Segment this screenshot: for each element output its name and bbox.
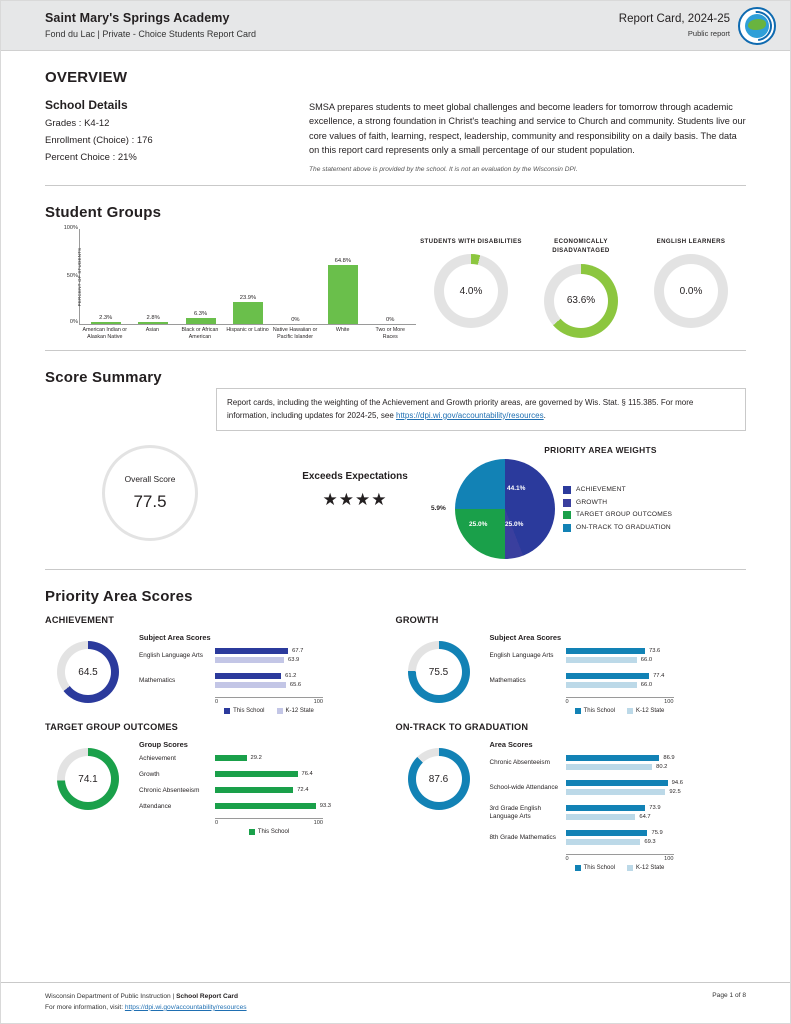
legend-swatch <box>627 708 633 714</box>
chart-bar <box>215 771 298 777</box>
page-number: Page 1 of 8 <box>712 991 746 999</box>
chart-bar-value: 86.9 <box>663 754 675 761</box>
bar-value-label: 0% <box>291 317 300 324</box>
chart-rows <box>490 647 747 690</box>
bar-column <box>367 229 414 324</box>
star-rating: ★★★★ <box>322 490 388 510</box>
page-header <box>1 1 790 51</box>
pie-slice-label: 44.1% <box>507 485 526 493</box>
bar <box>186 318 216 324</box>
bar <box>138 322 168 325</box>
chart-row-bars <box>566 804 747 822</box>
chart-row <box>490 672 747 690</box>
bar-value-label: 2.8% <box>146 314 160 321</box>
chart-row <box>490 754 747 772</box>
bar-column <box>82 229 129 324</box>
donut-ring <box>57 748 119 810</box>
axis-min: 0 <box>215 820 219 827</box>
priority-weights-body <box>431 459 746 559</box>
chart-row-label: Attendance <box>139 802 172 810</box>
donut-value: 63.6% <box>554 274 608 328</box>
student-groups-bar-chart <box>45 223 416 340</box>
chart-bar-value: 92.5 <box>669 788 681 795</box>
chart-axis-wrap <box>566 697 674 714</box>
student-groups-heading: Student Groups <box>45 204 162 222</box>
school-name: Saint Mary's Springs Academy <box>45 10 230 25</box>
student-group-donuts <box>416 223 746 337</box>
chart-axis <box>566 697 674 705</box>
pie-slice-label: 25.0% <box>469 521 488 529</box>
y-axis-label: PERCENT OF STUDENTS <box>76 247 82 307</box>
chart-bar <box>215 787 293 793</box>
priority-area-title: TARGET GROUP OUTCOMES <box>45 722 178 733</box>
score-summary-row <box>45 445 746 559</box>
expectation-label: Exceeds Expectations <box>302 471 408 483</box>
chart-legend <box>566 708 674 714</box>
axis-min: 0 <box>565 856 569 863</box>
score-summary-note <box>216 388 746 431</box>
chart-row-bars <box>566 754 747 772</box>
legend-item <box>627 865 664 871</box>
bar-value-label: 6.3% <box>193 311 208 318</box>
chart-row <box>490 779 747 797</box>
school-subtitle: Fond du Lac | Private - Choice Students Report Card <box>45 29 256 40</box>
y-tick-50: 50% <box>66 273 78 280</box>
legend-label: TARGET GROUP OUTCOMES <box>576 511 673 519</box>
bar-column <box>177 229 224 324</box>
donut-value: 0.0% <box>664 264 718 318</box>
priority-weights-pie-chart <box>431 459 555 559</box>
donut-value: 4.0% <box>444 264 498 318</box>
priority-area-score-donut <box>45 740 131 835</box>
chart-bar <box>215 682 286 688</box>
footer-more-info: For more information, visit: <box>45 1003 125 1011</box>
chart-bar-line <box>566 804 747 811</box>
bar-category-label: Native Hawaiian or Pacific Islander <box>272 327 318 340</box>
chart-row-bars <box>566 829 747 847</box>
bar-category-label: Black or African American <box>181 327 219 340</box>
chart-bar <box>566 805 646 811</box>
legend-item <box>563 484 672 497</box>
chart-row <box>139 754 396 763</box>
priority-area-score-value: 87.6 <box>416 756 462 802</box>
priority-area-cell <box>45 722 396 871</box>
chart-bar <box>215 755 247 761</box>
chart-row-bars <box>215 672 396 690</box>
chart-row <box>139 786 396 795</box>
chart-title: Subject Area Scores <box>489 633 562 643</box>
detail-enrollment: Enrollment (Choice) : 176 <box>45 135 153 146</box>
header-left <box>45 11 256 41</box>
chart-bar-line <box>566 813 747 820</box>
bar-series <box>80 229 416 324</box>
bar-chart-plot <box>63 225 416 326</box>
legend-swatch <box>224 708 230 714</box>
overall-score-circle <box>102 445 198 541</box>
legend-item <box>249 829 289 835</box>
student-group-donut <box>416 237 526 337</box>
overview-narrative-block <box>309 88 746 175</box>
chart-bar <box>215 803 316 809</box>
chart-bar-line <box>566 647 747 654</box>
chart-row-bars <box>566 672 747 690</box>
chart-bar-value: 75.9 <box>651 829 663 836</box>
report-meta <box>619 12 730 39</box>
chart-row-bars <box>566 647 747 665</box>
chart-bar <box>566 657 637 663</box>
priority-area-score-value: 75.5 <box>416 649 462 695</box>
bar-column <box>319 229 366 324</box>
chart-bar-value: 77.4 <box>653 672 665 679</box>
priority-area-score-donut <box>396 633 482 714</box>
chart-bar-line <box>215 786 396 793</box>
bar-value-label: 23.9% <box>239 295 257 302</box>
bar-category-label: American Indian or Alaskan Native <box>82 327 128 340</box>
legend-swatch <box>563 524 571 532</box>
chart-row-label: Chronic Absenteeism <box>139 786 200 794</box>
chart-bar-line <box>566 763 747 770</box>
chart-axis-wrap <box>566 854 674 871</box>
detail-grades: Grades : K4-12 <box>45 118 110 129</box>
legend-swatch <box>249 829 255 835</box>
priority-area-cell <box>396 722 747 871</box>
pie-slice-label: 25.0% <box>505 521 524 529</box>
donut-ring <box>408 641 470 703</box>
priority-area-chart <box>139 740 396 835</box>
chart-bar <box>566 673 650 679</box>
chart-axis <box>566 854 674 862</box>
score-summary-heading: Score Summary <box>45 369 162 387</box>
bar-column <box>129 229 176 324</box>
resources-link[interactable]: https://dpi.wi.gov/accountability/resources <box>396 410 544 420</box>
page-footer <box>1 982 790 1023</box>
student-group-donut <box>636 237 746 337</box>
divider <box>45 185 746 186</box>
bar-value-label: 0% <box>386 317 395 324</box>
note-text: Report cards, including the weighting of the Achievement and Growth priority areas, are governed by Wis. Stat. § 115.385. For more information, including updates for 2024-25, see <box>227 398 694 420</box>
chart-row <box>139 647 396 665</box>
donut-ring <box>408 748 470 810</box>
pie-slice-label: 5.9% <box>431 505 446 513</box>
priority-area-cell <box>396 615 747 714</box>
donut-title: ECONOMICALLY DISADVANTAGED <box>552 238 610 255</box>
priority-area-cell <box>45 615 396 714</box>
chart-bar-value: 29.2 <box>250 754 262 761</box>
bar-column <box>224 229 271 324</box>
chart-rows <box>490 754 747 847</box>
axis-min: 0 <box>215 699 219 706</box>
axis-max: 100 <box>664 856 674 863</box>
chart-row <box>490 647 747 665</box>
chart-bar-value: 73.6 <box>648 647 661 654</box>
priority-area-score-value: 74.1 <box>65 756 111 802</box>
chart-row-bars <box>215 647 396 665</box>
chart-bar-line <box>215 770 396 777</box>
priority-area-chart <box>490 633 747 714</box>
chart-bar-line <box>566 829 747 836</box>
legend-swatch <box>575 708 581 714</box>
chart-bar-line <box>215 802 396 809</box>
chart-bar-value: 94.6 <box>671 779 683 786</box>
chart-bar-line <box>566 672 747 679</box>
priority-area-score-donut <box>45 633 131 714</box>
chart-bar-value: 69.3 <box>644 838 656 845</box>
legend-label: ON-TRACK TO GRADUATION <box>576 523 671 531</box>
divider <box>45 569 746 570</box>
bar-category-label: White <box>335 327 350 334</box>
chart-rows <box>139 647 396 690</box>
chart-bar-line <box>566 754 747 761</box>
legend-swatch <box>575 865 581 871</box>
bar-category-label: Two or More Races <box>375 327 405 340</box>
chart-row <box>490 804 747 822</box>
chart-bar <box>566 814 636 820</box>
priority-area-title: GROWTH <box>395 615 439 626</box>
chart-bar-line <box>215 656 396 663</box>
axis-max: 100 <box>313 699 323 706</box>
legend-item <box>575 865 615 871</box>
overview-row <box>45 88 746 175</box>
legend-item <box>575 708 615 714</box>
chart-bar <box>566 764 653 770</box>
chart-bar <box>566 789 666 795</box>
chart-bar-value: 67.7 <box>292 647 304 654</box>
divider <box>45 350 746 351</box>
bar-category-labels <box>79 325 416 340</box>
chart-bar-value: 93.3 <box>319 802 332 809</box>
priority-area-chart <box>139 633 396 714</box>
chart-row <box>139 672 396 690</box>
footer-agency: Wisconsin Department of Public Instruction | <box>45 992 177 1000</box>
legend-swatch <box>563 511 571 519</box>
priority-area-score-donut <box>396 740 482 871</box>
bar <box>328 265 358 325</box>
chart-bar-value: 66.0 <box>640 656 653 663</box>
chart-rows <box>139 754 396 811</box>
chart-legend <box>215 708 323 714</box>
chart-bar-value: 72.4 <box>297 786 309 793</box>
priority-areas-grid <box>45 607 746 871</box>
chart-bar-line <box>566 779 747 786</box>
legend-swatch <box>277 708 283 714</box>
overview-heading: OVERVIEW <box>45 69 128 86</box>
donut-ring <box>57 641 119 703</box>
student-group-donut <box>526 237 636 337</box>
priority-area-body <box>45 740 396 835</box>
chart-bar-value: 76.4 <box>301 770 313 777</box>
chart-title: Subject Area Scores <box>139 633 211 643</box>
donut-title: STUDENTS WITH DISABILITIES <box>420 238 522 246</box>
chart-bar-value: 66.0 <box>640 681 653 688</box>
legend-item <box>563 522 672 535</box>
chart-bar <box>566 780 668 786</box>
chart-row-label: Achievement <box>139 754 176 762</box>
footer-left <box>45 991 247 1013</box>
legend-label: This School <box>233 708 265 715</box>
bar <box>233 302 263 324</box>
y-tick-0: 0% <box>69 319 78 326</box>
chart-row-bars <box>215 754 396 763</box>
priority-area-title: ACHIEVEMENT <box>45 615 115 626</box>
legend-item <box>627 708 664 714</box>
chart-bar <box>566 648 645 654</box>
school-details <box>45 88 285 175</box>
legend-label: This School <box>257 829 290 836</box>
chart-row <box>139 770 396 779</box>
footer-report-name: School Report Card <box>176 992 238 1000</box>
chart-axis-wrap <box>215 818 323 835</box>
priority-area-body <box>45 633 396 714</box>
chart-bar-value: 73.9 <box>649 804 661 811</box>
overall-score-label: Overall Score <box>124 474 176 485</box>
legend-item <box>277 708 314 714</box>
chart-bar-value: 65.6 <box>289 681 302 688</box>
header-right <box>619 7 776 45</box>
chart-bar-value: 80.2 <box>656 763 668 770</box>
donut-title: ENGLISH LEARNERS <box>656 238 726 246</box>
chart-row <box>490 829 747 847</box>
chart-bar-line <box>215 647 396 654</box>
bar-category-label: Asian <box>145 327 159 334</box>
student-groups-row <box>45 223 746 340</box>
legend-label: This School <box>583 865 615 872</box>
chart-bar <box>566 755 660 761</box>
priority-area-score-value: 64.5 <box>65 649 111 695</box>
report-title: Report Card, 2024-25 <box>618 13 730 26</box>
chart-bar <box>566 682 637 688</box>
school-details-heading: School Details <box>45 98 128 112</box>
priority-area-title: ON-TRACK TO GRADUATION <box>395 722 529 733</box>
chart-row-label: 8th Grade Mathematics <box>489 834 556 842</box>
chart-bar-line <box>215 681 396 688</box>
chart-bar-line <box>566 656 747 663</box>
overview-narrative: SMSA prepares students to meet global challenges and become leaders for tomorrow through academic excellence, a strong foundation in Christ's teaching and service to Church and community. Students live our core values of faith, learning, respect, leadership, community and responsibility on a daily basis. The data on this report card represents only a small percentage of our student population. <box>309 102 746 155</box>
school-globe-logo-icon <box>738 7 776 45</box>
priority-areas-heading: Priority Area Scores <box>45 588 193 606</box>
chart-title: Area Scores <box>489 740 533 750</box>
legend-label: GROWTH <box>576 498 608 506</box>
chart-bar <box>566 830 648 836</box>
chart-bar <box>215 673 281 679</box>
chart-legend <box>566 865 674 871</box>
chart-legend <box>215 829 323 835</box>
legend-label: This School <box>583 708 615 715</box>
legend-label: ACHIEVEMENT <box>576 486 626 494</box>
bar-column <box>272 229 319 324</box>
bar-category-label: Hispanic or Latino <box>226 327 269 334</box>
chart-bar-line <box>215 672 396 679</box>
chart-bar-value: 64.7 <box>639 813 651 820</box>
y-tick-100: 100% <box>63 225 78 232</box>
overview-disclaimer: The statement above is provided by the school. It is not an evaluation by the Wisconsin DPI. <box>309 166 578 173</box>
axis-min: 0 <box>565 699 569 706</box>
priority-area-chart <box>490 740 747 871</box>
chart-bar <box>215 657 284 663</box>
priority-weights-title: PRIORITY AREA WEIGHTS <box>544 445 657 456</box>
chart-bar-line <box>566 788 747 795</box>
chart-row-label: English Language Arts <box>489 652 554 660</box>
footer-link[interactable]: https://dpi.wi.gov/accountability/resources <box>124 1003 247 1011</box>
legend-swatch <box>627 865 633 871</box>
legend-item <box>563 509 672 522</box>
donut-ring <box>544 264 618 338</box>
chart-row-label: Mathematics <box>139 677 176 685</box>
overall-score-block <box>45 445 255 541</box>
chart-row-label: School-wide Attendance <box>489 784 559 792</box>
bar <box>91 322 121 324</box>
axis-max: 100 <box>664 699 674 706</box>
chart-axis-wrap <box>215 697 323 714</box>
priority-area-body <box>396 740 747 871</box>
legend-label: K-12 State <box>636 708 665 715</box>
donut-ring <box>434 254 508 328</box>
chart-bar <box>566 839 641 845</box>
chart-row-bars <box>215 786 396 795</box>
legend-label: K-12 State <box>285 708 314 715</box>
detail-percent-choice: Percent Choice : 21% <box>45 152 137 163</box>
chart-row-label: Chronic Absenteeism <box>489 759 550 767</box>
axis-max: 100 <box>313 820 323 827</box>
chart-bar <box>215 648 288 654</box>
chart-row <box>139 802 396 811</box>
chart-bar-line <box>215 754 396 761</box>
priority-weights-legend <box>563 484 672 534</box>
chart-row-label: English Language Arts <box>139 652 203 660</box>
chart-bar-value: 61.2 <box>285 672 297 679</box>
chart-row-label: Mathematics <box>489 677 526 685</box>
priority-weights-block <box>431 445 746 559</box>
chart-row-label: Growth <box>139 770 160 778</box>
bar-value-label: 64.8% <box>334 257 352 264</box>
overall-score-value: 77.5 <box>133 492 167 512</box>
chart-bar-line <box>566 838 747 845</box>
chart-row-label: 3rd Grade English Language Arts <box>489 804 542 821</box>
legend-swatch <box>563 486 571 494</box>
chart-row-bars <box>215 770 396 779</box>
expectation-block <box>255 445 455 513</box>
chart-bar-value: 63.9 <box>288 656 300 663</box>
chart-bar-line <box>566 681 747 688</box>
legend-swatch <box>563 499 571 507</box>
report-subtitle: Public report <box>687 29 730 39</box>
chart-axis <box>215 818 323 826</box>
legend-label: K-12 State <box>636 865 665 872</box>
bar-value-label: 2.3% <box>99 315 113 322</box>
note-suffix: . <box>543 410 546 420</box>
chart-row-bars <box>566 779 747 797</box>
donut-ring <box>654 254 728 328</box>
priority-area-body <box>396 633 747 714</box>
chart-title: Group Scores <box>139 740 188 750</box>
chart-axis <box>215 697 323 705</box>
chart-row-bars <box>215 802 396 811</box>
legend-item <box>563 497 672 510</box>
legend-item <box>224 708 264 714</box>
